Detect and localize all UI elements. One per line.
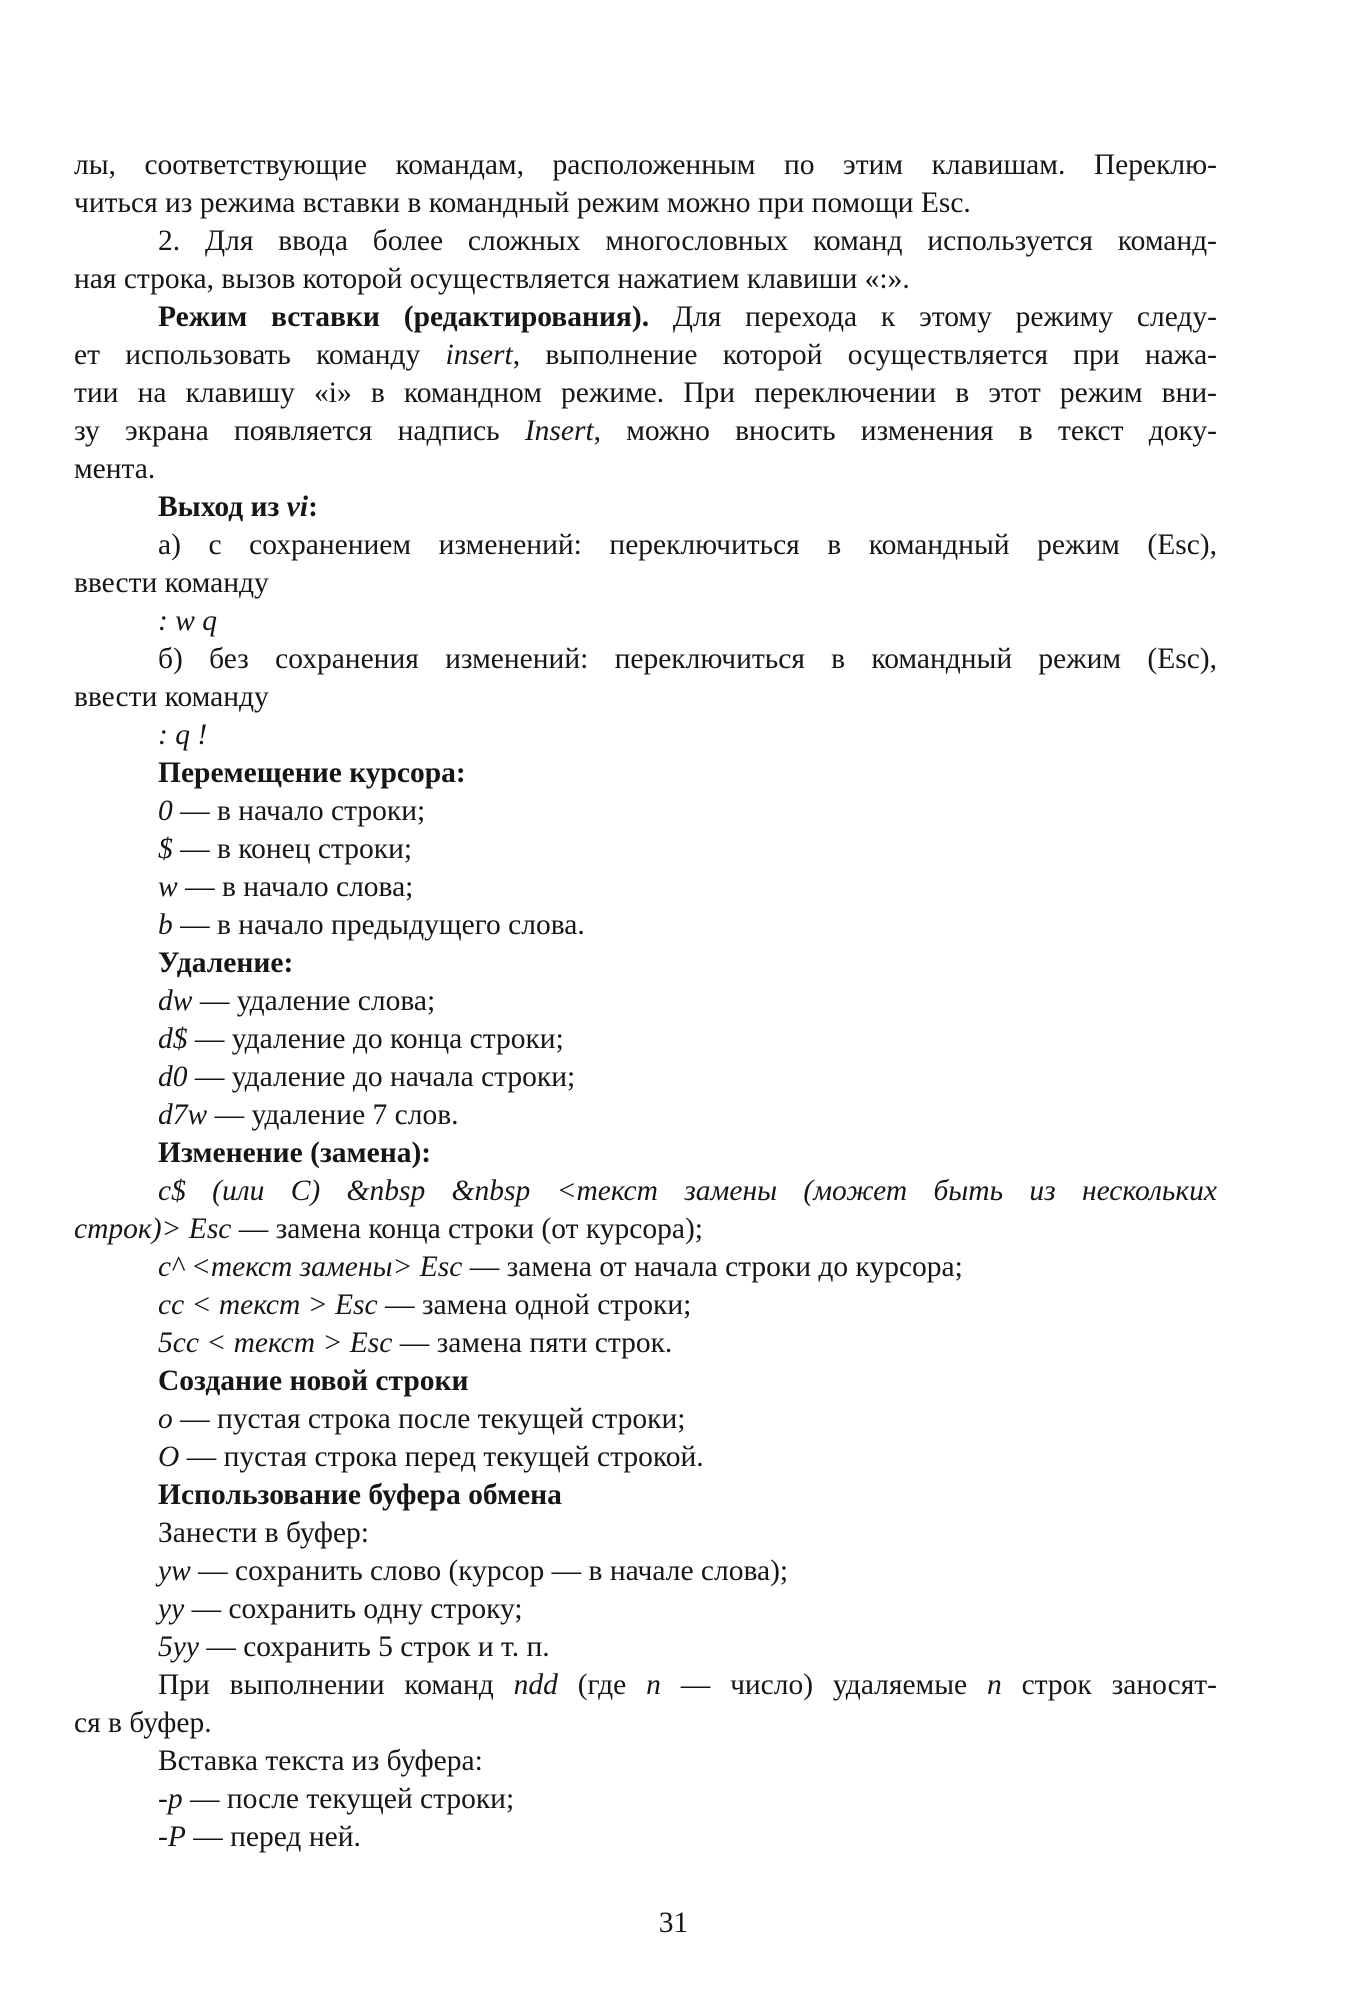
desc: — в начало предыдущего слова. — [172, 909, 585, 941]
section-heading: Создание новой строки — [158, 1365, 469, 1397]
command-line: : w q — [158, 605, 217, 637]
command-line: : q ! — [158, 719, 208, 751]
text-span: При выполнении команд — [158, 1669, 514, 1701]
desc: — удаление до конца строки; — [187, 1023, 564, 1055]
text-line: Вставка текста из буфера: — [158, 1745, 483, 1777]
section-heading: Режим вставки (редактирования). — [158, 301, 650, 333]
text-span: , можно вносить изменения в текст доку- — [593, 415, 1217, 447]
key: -p — [158, 1783, 183, 1815]
desc: — удаление 7 слов. — [207, 1099, 459, 1131]
list-item — [158, 1818, 1217, 1856]
command-name: insert — [445, 339, 513, 371]
mode-label: Insert — [524, 415, 594, 447]
list-item — [158, 1058, 1217, 1096]
list-item — [158, 1020, 1217, 1058]
key: O — [158, 1441, 180, 1473]
desc: — замена от начала строки до курсора; — [462, 1251, 963, 1283]
desc: — сохранить 5 строк и т. п. — [198, 1631, 550, 1663]
text-line: c$ (или С) &nbsp &nbsp <текст замены (может быть из нескольких — [158, 1175, 1217, 1207]
text-span: , выполнение которой осуществляется при нажа- — [512, 339, 1218, 371]
list-item — [158, 1248, 1217, 1286]
text-line: ввести команду — [74, 681, 269, 713]
text-line: ввести команду — [74, 567, 269, 599]
key: yw — [158, 1555, 191, 1587]
text-span: ет использовать команду — [74, 339, 446, 371]
key: d0 — [158, 1061, 188, 1093]
key: w — [158, 871, 178, 903]
desc: — в конец строки; — [172, 833, 413, 865]
text-span: Для перехода к этому режиму следу- — [649, 301, 1218, 333]
command-italic: строк)> Esc — [74, 1213, 232, 1245]
text-line: а) с сохранением изменений: переключиться в командный режим (Esc), — [158, 529, 1217, 561]
text-line — [158, 298, 1217, 336]
text-line: мента. — [74, 453, 156, 485]
heading-text: Выход из — [158, 491, 287, 523]
key: d7w — [158, 1099, 208, 1131]
list-item — [158, 1590, 1217, 1628]
key: b — [158, 909, 173, 941]
variable: n — [986, 1669, 1002, 1701]
text-line: Занести в буфер: — [158, 1517, 369, 1549]
desc: — замена одной строки; — [377, 1289, 692, 1321]
section-heading: Изменение (замена): — [158, 1137, 432, 1169]
key: d$ — [158, 1023, 188, 1055]
text-line — [74, 1210, 1217, 1248]
desc: — сохранить слово (курсор — в начале слова); — [190, 1555, 789, 1587]
desc: — в начало строки; — [172, 795, 426, 827]
text-span: — число) удаляемые — [660, 1669, 987, 1701]
key: 5yy — [158, 1631, 199, 1663]
section-heading: Удаление: — [158, 947, 294, 979]
command-italic: c^ <текст замены> Esc — [158, 1251, 463, 1283]
desc: — удаление до начала строки; — [187, 1061, 576, 1093]
heading-colon: : — [308, 491, 318, 523]
list-item — [158, 1438, 1217, 1476]
list-item — [158, 906, 1217, 944]
desc: — удаление слова; — [192, 985, 436, 1017]
text-line: лы, соответствующие командам, расположенным по этим клавишам. Переклю- — [74, 149, 1217, 181]
list-item — [158, 868, 1217, 906]
text-line: читься из режима вставки в командный режим можно при помощи Esc. — [74, 187, 971, 219]
text-line: тии на клавишу «i» в командном режиме. При переключении в этот режим вни- — [74, 377, 1217, 409]
section-heading — [158, 488, 1217, 526]
command-italic: 5cc < текст > Esc — [158, 1327, 393, 1359]
text-line: ся в буфер. — [74, 1707, 212, 1739]
variable: n — [646, 1669, 661, 1701]
list-item — [158, 1324, 1217, 1362]
list-item — [158, 830, 1217, 868]
section-heading: Использование буфера обмена — [158, 1479, 562, 1511]
command-name: ndd — [513, 1669, 558, 1701]
list-item — [158, 1286, 1217, 1324]
page-number: 31 — [658, 1907, 689, 1939]
text-span: (где — [557, 1669, 647, 1701]
text-line: б) без сохранения изменений: переключиться в командный режим (Esc), — [158, 643, 1217, 675]
list-item — [158, 792, 1217, 830]
key: 0 — [158, 795, 173, 827]
desc: — пустая строка перед текущей строкой. — [179, 1441, 704, 1473]
desc: — перед ней. — [185, 1821, 361, 1853]
key: yy — [158, 1593, 185, 1625]
text-line — [74, 336, 1217, 374]
key: o — [158, 1403, 173, 1435]
text-span: зу экрана появляется надпись — [74, 415, 525, 447]
list-item — [158, 1628, 1217, 1666]
heading-vi: vi — [286, 491, 309, 523]
list-item — [158, 1400, 1217, 1438]
key: -P — [158, 1821, 186, 1853]
list-item — [158, 1780, 1217, 1818]
list-item — [158, 1552, 1217, 1590]
text-line: ная строка, вызов которой осуществляется нажатием клавиши «:». — [74, 263, 910, 295]
desc: — замена конца строки (от курсора); — [231, 1213, 703, 1245]
text-line: 2. Для ввода более сложных многословных команд используется команд- — [158, 225, 1217, 257]
text-line — [158, 1666, 1217, 1704]
desc: — замена пяти строк. — [392, 1327, 673, 1359]
text-span: строк заносят- — [1001, 1669, 1217, 1701]
desc: — пустая строка после текущей строки; — [172, 1403, 686, 1435]
section-heading: Перемещение курсора: — [158, 757, 466, 789]
desc: — в начало слова; — [177, 871, 414, 903]
key: dw — [158, 985, 193, 1017]
desc: — после текущей строки; — [182, 1783, 515, 1815]
list-item — [158, 982, 1217, 1020]
desc: — сохранить одну строку; — [184, 1593, 523, 1625]
list-item — [158, 1096, 1217, 1134]
command-italic: cc < текст > Esc — [158, 1289, 378, 1321]
key: $ — [158, 833, 173, 865]
text-line — [74, 412, 1217, 450]
